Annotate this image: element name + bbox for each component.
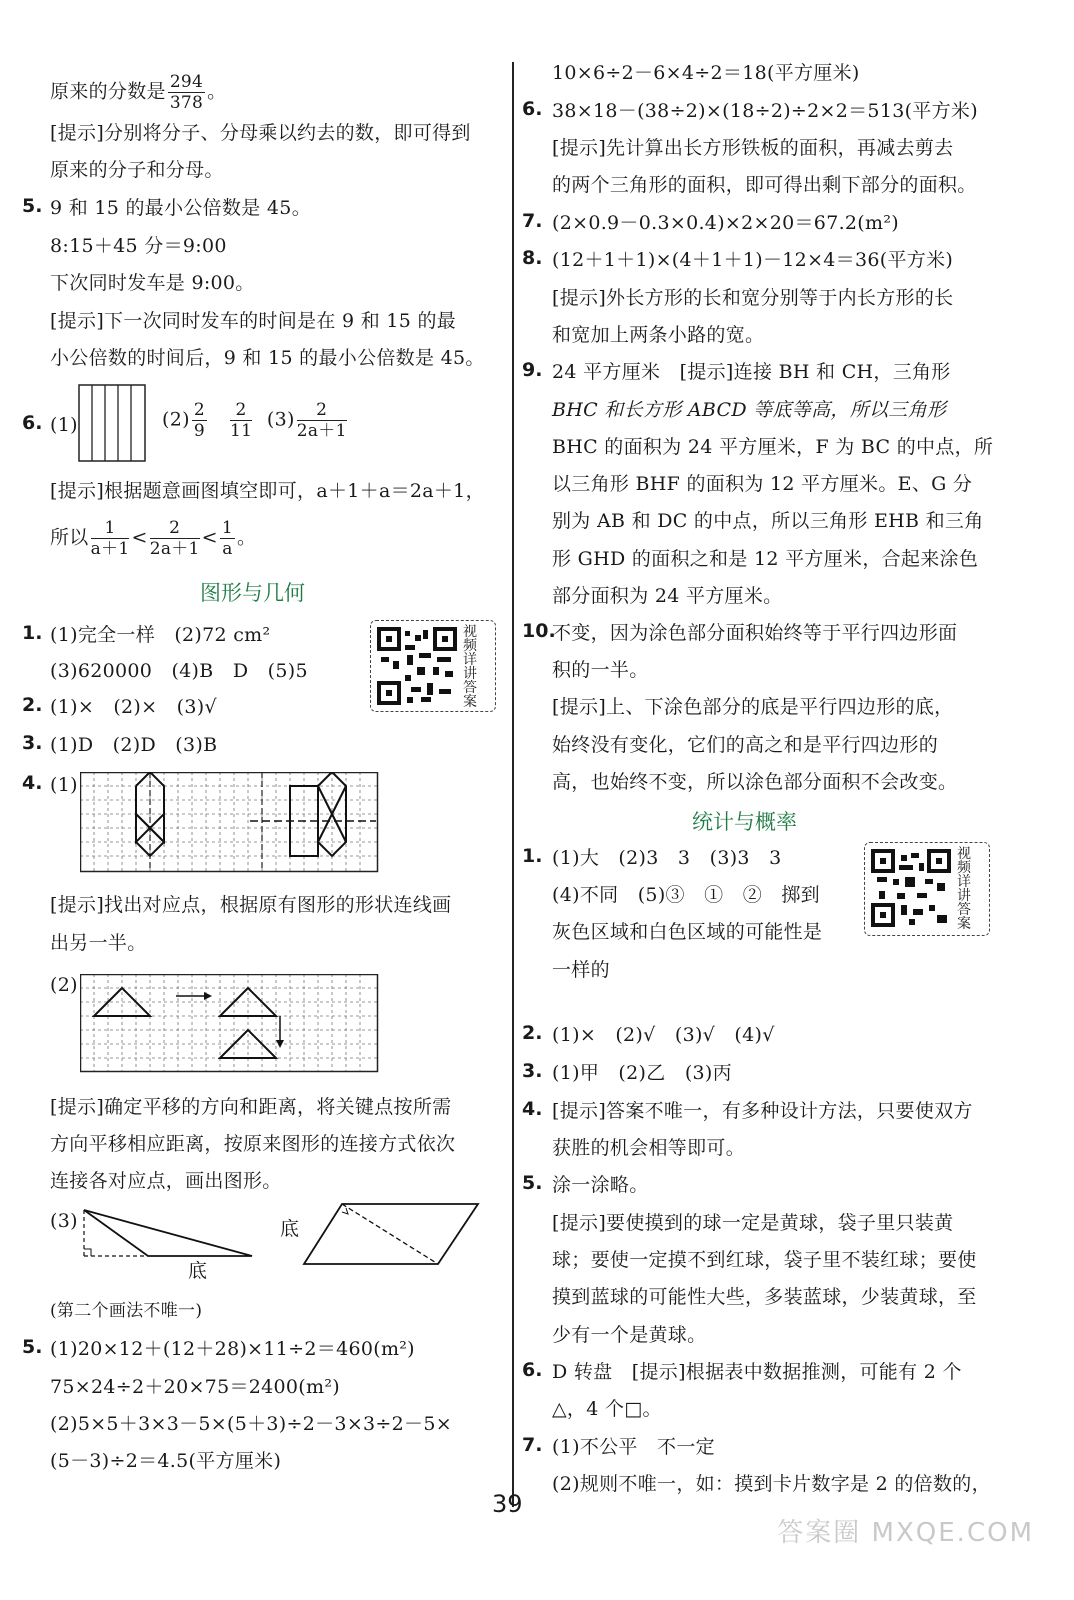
hint-text: [提示]确定平移的方向和距离，将关键点按所需 bbox=[50, 1096, 452, 1118]
answer-text: 9 和 15 的最小公倍数是 45。 bbox=[50, 197, 312, 219]
fraction-line: 原来的分数是 $\frac{294}{378}$ 。 bbox=[50, 72, 227, 113]
hint-text: 少有一个是黄球。 bbox=[552, 1324, 707, 1346]
part-label: (1) bbox=[50, 414, 78, 436]
triangle-height-figure bbox=[74, 1204, 258, 1260]
note-text: (第二个画法不唯一) bbox=[50, 1301, 203, 1321]
hint-text: BHC 的面积为 24 平方厘米，F 为 BC 的中点，所 bbox=[552, 436, 994, 458]
qr-caption: 视频详讲答案 bbox=[957, 846, 971, 932]
qr-code-box[interactable] bbox=[864, 842, 990, 936]
part-label: (3) bbox=[50, 1210, 78, 1232]
answer-text: (5－3)÷2＝4.5(平方厘米) bbox=[50, 1450, 282, 1472]
hint-text: 原来的分子和分母。 bbox=[50, 159, 224, 181]
hint-text: 连接各对应点，画出图形。 bbox=[50, 1170, 282, 1192]
part-label: (2) bbox=[50, 974, 78, 996]
symmetry-grid-figure bbox=[80, 772, 380, 874]
question-number: 6. bbox=[22, 412, 43, 434]
answer-text: 不变，因为涂色部分面积始终等于平行四边形面 bbox=[552, 622, 958, 644]
hint-text: 以三角形 BHF 的面积为 12 平方厘米。E、G 分 bbox=[552, 473, 973, 495]
question-number: 6. bbox=[522, 1359, 543, 1381]
question-number: 10. bbox=[522, 620, 556, 642]
answer-text: (1)大 (2)3 3 (3)3 3 bbox=[552, 847, 782, 869]
part-label: (1) bbox=[50, 774, 78, 796]
answer-text: (1)× (2)× (3)√ bbox=[50, 696, 217, 718]
hint-text: 出另一半。 bbox=[50, 932, 147, 954]
hint-text: 的两个三角形的面积，即可得出剩下部分的面积。 bbox=[552, 174, 977, 196]
hint-text: 高，也始终不变，所以涂色部分面积不会改变。 bbox=[552, 771, 958, 793]
answer-text: (1)不公平 不一定 bbox=[552, 1436, 715, 1458]
question-number: 5. bbox=[22, 195, 43, 217]
answer-text: (1)甲 (2)乙 (3)丙 bbox=[552, 1062, 732, 1084]
qr-code-icon bbox=[871, 849, 951, 927]
question-number: 5. bbox=[22, 1336, 43, 1358]
qr-code-icon bbox=[377, 627, 457, 705]
question-number: 3. bbox=[522, 1060, 543, 1082]
hint-text: [提示]分别将分子、分母乘以约去的数，即可得到 bbox=[50, 122, 471, 144]
page-number: 39 bbox=[492, 1490, 523, 1518]
question-number: 2. bbox=[522, 1022, 543, 1044]
answer-text: 积的一半。 bbox=[552, 659, 649, 681]
hint-text: 小公倍数的时间后，9 和 15 的最小公倍数是 45。 bbox=[50, 347, 485, 369]
hint-text: [提示]上、下涂色部分的底是平行四边形的底， bbox=[552, 696, 954, 718]
question-number: 7. bbox=[522, 1434, 543, 1456]
answer-text: (1)完全一样 (2)72 cm² bbox=[50, 624, 271, 646]
hint-text: 和宽加上两条小路的宽。 bbox=[552, 324, 765, 346]
hint-text: [提示]下一次同时发车的时间是在 9 和 15 的最 bbox=[50, 310, 457, 332]
answer-text: D 转盘 [提示]根据表中数据推测，可能有 2 个 bbox=[552, 1361, 962, 1383]
hint-text: [提示]要使摸到的球一定是黄球，袋子里只装黄 bbox=[552, 1212, 954, 1234]
hint-text: [提示]外长方形的长和宽分别等于内长方形的长 bbox=[552, 287, 954, 309]
answer-text: (2×0.9－0.3×0.4)×2×20＝67.2(m²) bbox=[552, 212, 899, 234]
column-divider bbox=[512, 62, 514, 1507]
hint-text: [提示]先计算出长方形铁板的面积，再减去剪去 bbox=[552, 137, 954, 159]
question-number: 5. bbox=[522, 1172, 543, 1194]
answer-text: 24 平方厘米 [提示]连接 BH 和 CH，三角形 bbox=[552, 361, 951, 383]
hint-text: 摸到蓝球的可能性大些，多装蓝球，少装黄球，至 bbox=[552, 1286, 977, 1308]
answer-text: (1)D (2)D (3)B bbox=[50, 734, 218, 756]
hint-text: [提示]答案不唯一，有多种设计方法，只要使双方 bbox=[552, 1100, 973, 1122]
hint-text: 部分面积为 24 平方厘米。 bbox=[552, 585, 783, 607]
inequality-line: 所以 $\frac{1}{a+1}$ < $\frac{2}{2a+1}$ < $\frac{1}{a}$ 。 bbox=[50, 518, 257, 559]
answer-text: (1)× (2)√ (3)√ (4)√ bbox=[552, 1024, 775, 1046]
answer-text: (4)不同 (5)③ ① ② 掷到 bbox=[552, 884, 820, 906]
answer-text: (2)规则不唯一，如：摸到卡片数字是 2 的倍数的， bbox=[552, 1473, 991, 1495]
answer-text: (3)620000 (4)B D (5)5 bbox=[50, 660, 308, 682]
answer-text: 涂一涂略。 bbox=[552, 1174, 649, 1196]
section-title: 图形与几何 bbox=[200, 581, 305, 605]
question-number: 4. bbox=[22, 772, 43, 794]
hint-text: [提示]找出对应点，根据原有图形的形状连线画 bbox=[50, 894, 452, 916]
question-number: 1. bbox=[22, 622, 43, 644]
hint-text: 形 GHD 的面积之和是 12 平方厘米，合起来涂色 bbox=[552, 548, 979, 570]
section-title: 统计与概率 bbox=[692, 810, 797, 834]
answer-text: (1)20×12＋(12＋28)×11÷2＝460(m²) bbox=[50, 1338, 415, 1360]
question-number: 8. bbox=[522, 247, 543, 269]
hint-text: 球；要使一定摸不到红球，袋子里不装红球；要使 bbox=[552, 1249, 977, 1271]
answer-text: 75×24÷2＋20×75＝2400(m²) bbox=[50, 1376, 340, 1398]
question-number: 9. bbox=[522, 359, 543, 381]
hint-text: 始终没有变化，它们的高之和是平行四边形的 bbox=[552, 734, 939, 756]
question-number: 1. bbox=[522, 845, 543, 867]
qr-caption: 视频详讲答案 bbox=[463, 624, 477, 710]
question-number: 6. bbox=[522, 98, 543, 120]
fraction: $\frac{294}{378}$ bbox=[169, 72, 204, 113]
question-number: 7. bbox=[522, 210, 543, 232]
hint-text: 别为 AB 和 DC 的中点，所以三角形 EHB 和三角 bbox=[552, 510, 984, 532]
translation-grid-figure bbox=[80, 974, 380, 1074]
qr-code-box[interactable] bbox=[370, 620, 496, 712]
fractions-answer: (2) $\frac{2}{9}$ $\frac{2}{11}$ (3) $\frac{2}{2a+1}$ bbox=[162, 400, 347, 441]
answer-text: 灰色区域和白色区域的可能性是 bbox=[552, 921, 823, 943]
hint-text: [提示]根据题意画图填空即可，a＋1＋a＝2a＋1， bbox=[50, 480, 485, 502]
base-label: 底 bbox=[280, 1218, 300, 1240]
question-number: 2. bbox=[22, 694, 43, 716]
hint-text: 方向平移相应距离，按原来图形的连接方式依次 bbox=[50, 1133, 456, 1155]
question-number: 4. bbox=[522, 1098, 543, 1120]
answer-text: △，4 个□。 bbox=[552, 1398, 662, 1420]
answer-text: 一样的 bbox=[552, 959, 610, 981]
watermark: 答案圈 MXQE.COM bbox=[777, 1518, 1034, 1548]
parallelogram-height-figure bbox=[302, 1200, 482, 1268]
answer-text: 8:15＋45 分＝9:00 bbox=[50, 235, 227, 257]
hint-text: 获胜的机会相等即可。 bbox=[552, 1137, 746, 1159]
hint-text: BHC 和长方形 ABCD 等底等高，所以三角形 bbox=[552, 399, 947, 421]
answer-text: 10×6÷2－6×4÷2＝18(平方厘米) bbox=[552, 62, 860, 84]
strip-diagram bbox=[78, 384, 148, 464]
answer-text: (12＋1＋1)×(4＋1＋1)－12×4＝36(平方米) bbox=[552, 249, 954, 271]
answer-text: (2)5×5＋3×3－5×(5＋3)÷2－3×3÷2－5× bbox=[50, 1413, 452, 1435]
base-label: 底 bbox=[188, 1260, 208, 1282]
question-number: 3. bbox=[22, 732, 43, 754]
answer-text: 下次同时发车是 9:00。 bbox=[50, 272, 255, 294]
answer-text: 38×18－(38÷2)×(18÷2)÷2×2＝513(平方米) bbox=[552, 100, 978, 122]
